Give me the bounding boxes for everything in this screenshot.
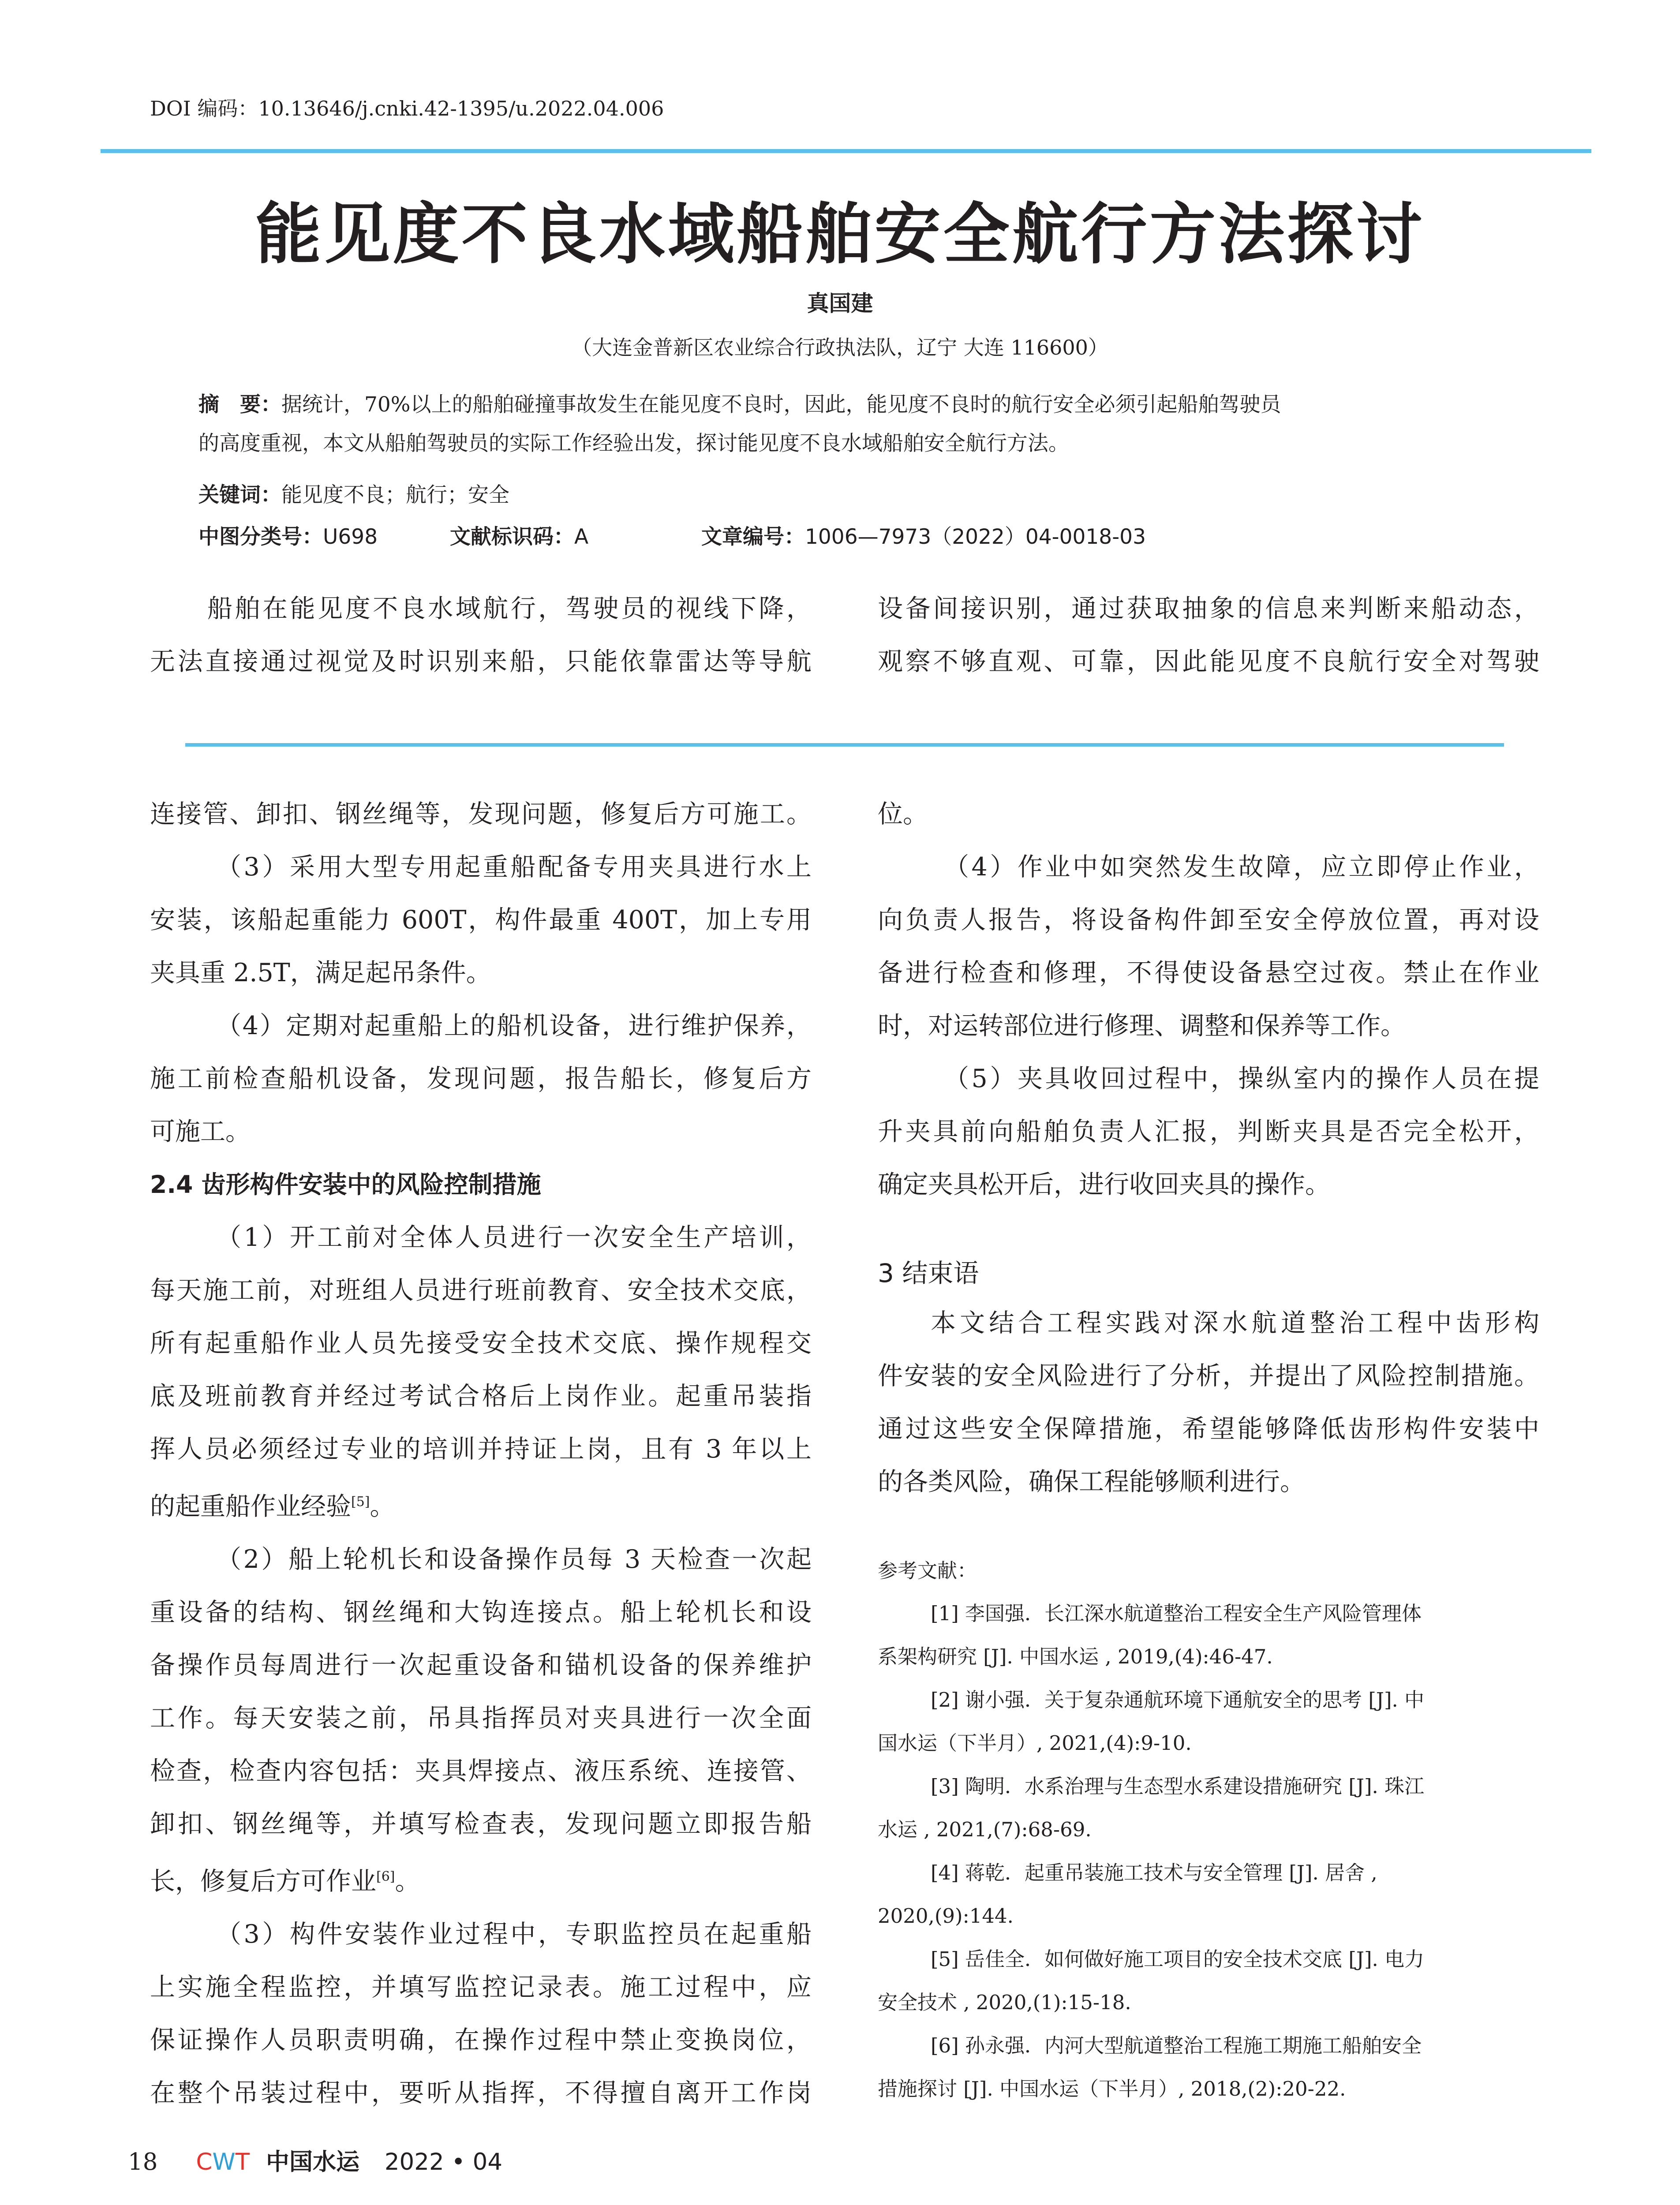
journal-name: 中国水运 [266, 2149, 359, 2175]
section-heading-2-4: 2.4 齿形构件安装中的风险控制措施 [150, 1170, 541, 1199]
reference-line: [4] 蒋乾．起重吊装施工技术与安全管理 [J]. 居舍 , [931, 1861, 1377, 1884]
paragraph-end: 。 [370, 1492, 395, 1521]
paragraph-line: 底及班前教育并经过考试合格后上岗作业。起重吊装指 [150, 1382, 812, 1411]
abstract-text-2: 的高度重视，本文从船舶驾驶员的实际工作经验出发，探讨能见度不良水域船舶安全航行方法。 [198, 431, 1069, 456]
paragraph-line: （1）开工前对全体人员进行一次安全生产培训， [216, 1223, 812, 1252]
doi-line: DOI 编码：10.13646/j.cnki.42-1395/u.2022.04.006 [150, 97, 664, 120]
paragraph-line: 所有起重船作业人员先接受安全技术交底、操作规程交 [150, 1329, 812, 1358]
paragraph-line: 备操作员每周进行一次起重设备和锚机设备的保养维护 [150, 1651, 812, 1680]
references-heading: 参考文献： [878, 1559, 977, 1582]
issue-number: 2022 • 04 [384, 2149, 503, 2175]
paragraph-line: 挥人员必须经过专业的培训并持证上岗，且有 3 年以上 [150, 1435, 812, 1464]
intro-right-line: 设备间接识别，通过获取抽象的信息来判断来船动态， [878, 594, 1539, 623]
paragraph-line: 升夹具前向船舶负责人汇报，判断夹具是否完全松开， [878, 1117, 1539, 1146]
paragraph-end: 。 [395, 1867, 420, 1896]
doc-code-label: 文献标识码： [450, 525, 574, 549]
reference-line: 2020,(9):144. [878, 1904, 1014, 1928]
abstract [198, 388, 1281, 418]
reference-line: 水运 , 2021,(7):68-69. [878, 1818, 1092, 1841]
paragraph-line: 上实施全程监控，并填写监控记录表。施工过程中，应 [150, 1973, 812, 2002]
paragraph-line: （3）采用大型专用起重船配备专用夹具进行水上 [216, 852, 812, 882]
paragraph-line: 检查，检查内容包括：夹具焊接点、液压系统、连接管、 [150, 1757, 812, 1786]
logo-letter-c: C [196, 2149, 213, 2175]
paragraph-line: 通过这些安全保障措施，希望能够降低齿形构件安装中 [878, 1414, 1539, 1443]
paragraph-line: 的各类风险，确保工程能够顺利进行。 [878, 1467, 1305, 1496]
journal-logo [196, 2149, 250, 2175]
section-divider [185, 743, 1504, 747]
paragraph-line: 在整个吊装过程中，要听从指挥，不得擅自离开工作岗 [150, 2078, 812, 2108]
intro-left-line: 无法直接通过视觉及时识别来船，只能依靠雷达等导航 [150, 647, 812, 676]
abstract-label: 摘 要： [198, 392, 281, 417]
paragraph-line: 卸扣、钢丝绳等，并填写检查表，发现问题立即报告船 [150, 1809, 812, 1839]
reference-line: 措施探讨 [J]. 中国水运（下半月）, 2018,(2):20-22. [878, 2077, 1346, 2100]
article-title: 能见度不良水域船舶安全航行方法探讨 [255, 195, 1425, 273]
clc-label: 中图分类号： [198, 525, 323, 549]
page-number: 18 [128, 2149, 158, 2175]
paragraph-line: 保证操作人员职责明确，在操作过程中禁止变换岗位， [150, 2026, 812, 2055]
paragraph-line: 确定夹具松开后，进行收回夹具的操作。 [878, 1170, 1330, 1199]
keywords [198, 478, 509, 508]
article-no-label: 文章编号： [701, 525, 805, 549]
intro-left [150, 582, 812, 688]
paragraph-line: 件安装的安全风险进行了分析，并提出了风险控制措施。 [878, 1361, 1539, 1390]
author-affiliation: （大连金普新区农业综合行政执法队，辽宁 大连 116600） [572, 336, 1108, 359]
paragraph-line [150, 1850, 812, 1908]
intro-right-line: 观察不够直观、可靠，因此能见度不良航行安全对驾驶 [878, 647, 1539, 676]
paragraph-line [150, 1476, 812, 1533]
paragraph-line: 安装，该船起重能力 600T，构件最重 400T，加上专用 [150, 905, 812, 934]
paragraph-line: （5）夹具收回过程中，操纵室内的操作人员在提 [944, 1064, 1539, 1093]
reference-line: 系架构研究 [J]. 中国水运 , 2019,(4):46-47. [878, 1645, 1273, 1668]
paragraph-line: 可施工。 [150, 1117, 251, 1146]
paragraph-line: （4）定期对起重船上的船机设备，进行维护保养， [216, 1011, 812, 1040]
doc-code-value: A [574, 525, 589, 549]
logo-letter-w: W [212, 2149, 236, 2175]
left-column [150, 788, 812, 2119]
clc-value: U698 [323, 525, 378, 549]
conclusion [878, 1297, 1539, 1508]
right-column [878, 788, 1539, 1211]
citation-6: [6] [376, 1869, 395, 1884]
paragraph-line: 时，对运转部位进行修理、调整和保养等工作。 [878, 1011, 1406, 1040]
keywords-text: 能见度不良；航行；安全 [281, 483, 509, 507]
header-rule [101, 149, 1591, 153]
paragraph-text: 长，修复后方可作业 [150, 1867, 376, 1896]
section-heading-3: 3 结束语 [878, 1258, 979, 1288]
paragraph-line: 本文结合工程实践对深水航道整治工程中齿形构 [931, 1308, 1539, 1338]
reference-line: [5] 岳佳全．如何做好施工项目的安全技术交底 [J]. 电力 [931, 1947, 1425, 1971]
logo-letter-t: T [235, 2149, 250, 2175]
paragraph-line: 工作。每天安装之前，吊具指挥员对夹具进行一次全面 [150, 1704, 812, 1733]
article-no-line [701, 520, 1146, 550]
reference-line: [6] 孙永强．内河大型航道整治工程施工期施工船舶安全 [931, 2034, 1422, 2057]
references-list [878, 1592, 1539, 2111]
reference-line: [2] 谢小强．关于复杂通航环境下通航安全的思考 [J]. 中 [931, 1688, 1425, 1712]
intro-right [878, 582, 1539, 688]
abstract-text-1: 据统计，70%以上的船舶碰撞事故发生在能见度不良时，因此，能见度不良时的航行安全必须引起船舶驾驶员 [281, 392, 1281, 417]
paragraph-line: （3）构件安装作业过程中，专职监控员在起重船 [216, 1920, 812, 1949]
paragraph-line: 位。 [878, 800, 928, 829]
keywords-label: 关键词： [198, 483, 281, 507]
paragraph-line: 向负责人报告，将设备构件卸至安全停放位置，再对设 [878, 905, 1539, 934]
doc-code-line [450, 520, 588, 550]
paragraph-line: 施工前检查船机设备，发现问题，报告船长，修复后方 [150, 1064, 812, 1093]
paragraph-line: 备进行检查和修理，不得使设备悬空过夜。禁止在作业 [878, 958, 1539, 987]
paragraph-text: 的起重船作业经验 [150, 1492, 351, 1521]
article-no-value: 1006—7973（2022）04-0018-03 [805, 525, 1146, 549]
page-footer [128, 2143, 502, 2177]
reference-line: 安全技术 , 2020,(1):15-18. [878, 1991, 1131, 2014]
paragraph-line: 每天施工前，对班组人员进行班前教育、安全技术交底， [150, 1276, 812, 1305]
paragraph-line: （4）作业中如突然发生故障，应立即停止作业， [944, 852, 1539, 882]
abstract-continued [198, 427, 1069, 456]
paragraph-line: 夹具重 2.5T，满足起吊条件。 [150, 958, 491, 987]
citation-5: [5] [351, 1494, 370, 1510]
author-name: 真国建 [807, 291, 873, 316]
reference-line: [1] 李国强．长江深水航道整治工程安全生产风险管理体 [931, 1602, 1422, 1625]
reference-line: 国水运（下半月）, 2021,(4):9-10. [878, 1731, 1192, 1755]
reference-line: [3] 陶明．水系治理与生态型水系建设措施研究 [J]. 珠江 [931, 1775, 1425, 1798]
paragraph-line: （2）船上轮机长和设备操作员每 3 天检查一次起 [216, 1545, 812, 1574]
classification-line [198, 520, 378, 550]
paragraph-line: 重设备的结构、钢丝绳和大钩连接点。船上轮机长和设 [150, 1598, 812, 1627]
paragraph-line: 连接管、卸扣、钢丝绳等，发现问题，修复后方可施工。 [150, 800, 812, 829]
intro-left-line: 船舶在能见度不良水域航行，驾驶员的视线下降， [207, 594, 812, 623]
